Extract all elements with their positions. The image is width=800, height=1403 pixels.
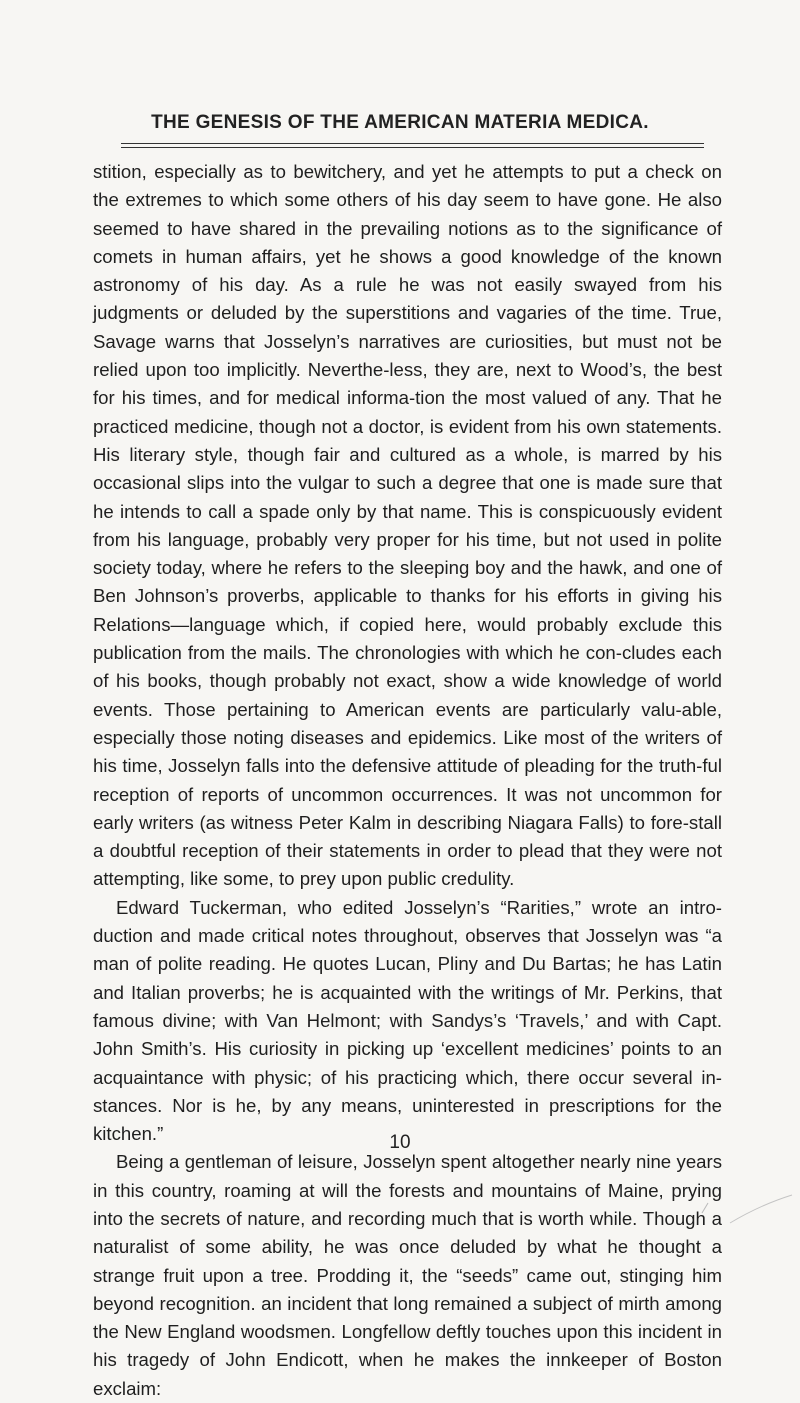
- paragraph-josselyn-leisure: Being a gentleman of leisure, Josselyn spent altogether nearly nine years in this country, roaming at will the forests and mountains of Maine, prying into the secrets of nature, and recording much that is worth while. Though a naturalist of some ability, he was once deluded by what he thought a strange fruit upon a tree. Prodding it, the “seeds” came out, stinging him beyond recognition. an incident that long remained a subject of mirth among the New England woodsmen. Longfellow deftly touches upon this incident in his tragedy of John Endicott, when he makes the innkeeper of Boston exclaim:: [93, 1151, 722, 1399]
- paragraph-tuckerman: Edward Tuckerman, who edited Josselyn’s “Rarities,” wrote an intro-duction and made critical notes throughout, observes that Josselyn was “a man of polite reading. He quotes Lucan, Pliny and Du Bartas; he has Latin and Italian proverbs; he is acquainted with the writings of Mr. Perkins, that famous divine; with Van Helmont; with Sandys’s ‘Travels,’ and with Capt. John Smith’s. His curiosity in picking up ‘excellent medicines’ points to an acquaintance with physic; of his practicing which, there occur several in-stances. Nor is he, by any means, uninterested in prescriptions for the kitchen.”: [93, 896, 722, 1145]
- paragraph-continued: stition, especially as to bewitchery, and yet he attempts to put a check on the extremes to which some others of his day seem to have gone. He also seemed to have shared in the prevailing notions as to the significance of comets in human affairs, yet he shows a good knowledge of the known astronomy of his day. As a rule he was not easily swayed from his judgments or deluded by the superstitions and vagaries of the time. True, Savage warns that Josselyn’s narratives are curiosities, but must not be relied upon too implicitly. Neverthe-less, they are, next to Wood’s, the best for his times, and for medical informa-tion the most valued of any. That he practiced medicine, though not a doctor, is evident from his own statements. His literary style, though fair and cultured as a whole, is marred by his occasional slips into the vulgar to such a degree that one is made sure that he intends to call a spade only by that name. This is conspicuously evident from his language, probably very proper for his time, but not used in polite society today, where he refers to the sleeping boy and the hawk, and one of Ben Johnson’s proverbs, applicable to thanks for his efforts in giving his Relations—language which, if copied here, would probably exclude this publication from the mails. The chronologies with which he con-cludes each of his books, though probably not exact, show a wide knowledge of world events. Those pertaining to American events are particularly valu-able, especially those noting diseases and epidemics. Like most of the writers of his time, Josselyn falls into the defensive attitude of pleading for the truth-ful reception of reports of uncommon occurrences. It was not uncommon for early writers (as witness Peter Kalm in describing Niagara Falls) to fore-stall a doubtful reception of their statements in order to plead that they were not attempting, like some, to prey upon public credulity.: [93, 161, 722, 890]
- header-rule-bottom: [121, 147, 704, 148]
- header-rule-top: [121, 143, 704, 144]
- pencil-stray-mark: [700, 1165, 795, 1225]
- running-head-title: THE GENESIS OF THE AMERICAN MATERIA MEDICA.: [151, 112, 649, 133]
- page-number: 10: [389, 1132, 411, 1153]
- body-text: [93, 158, 722, 1403]
